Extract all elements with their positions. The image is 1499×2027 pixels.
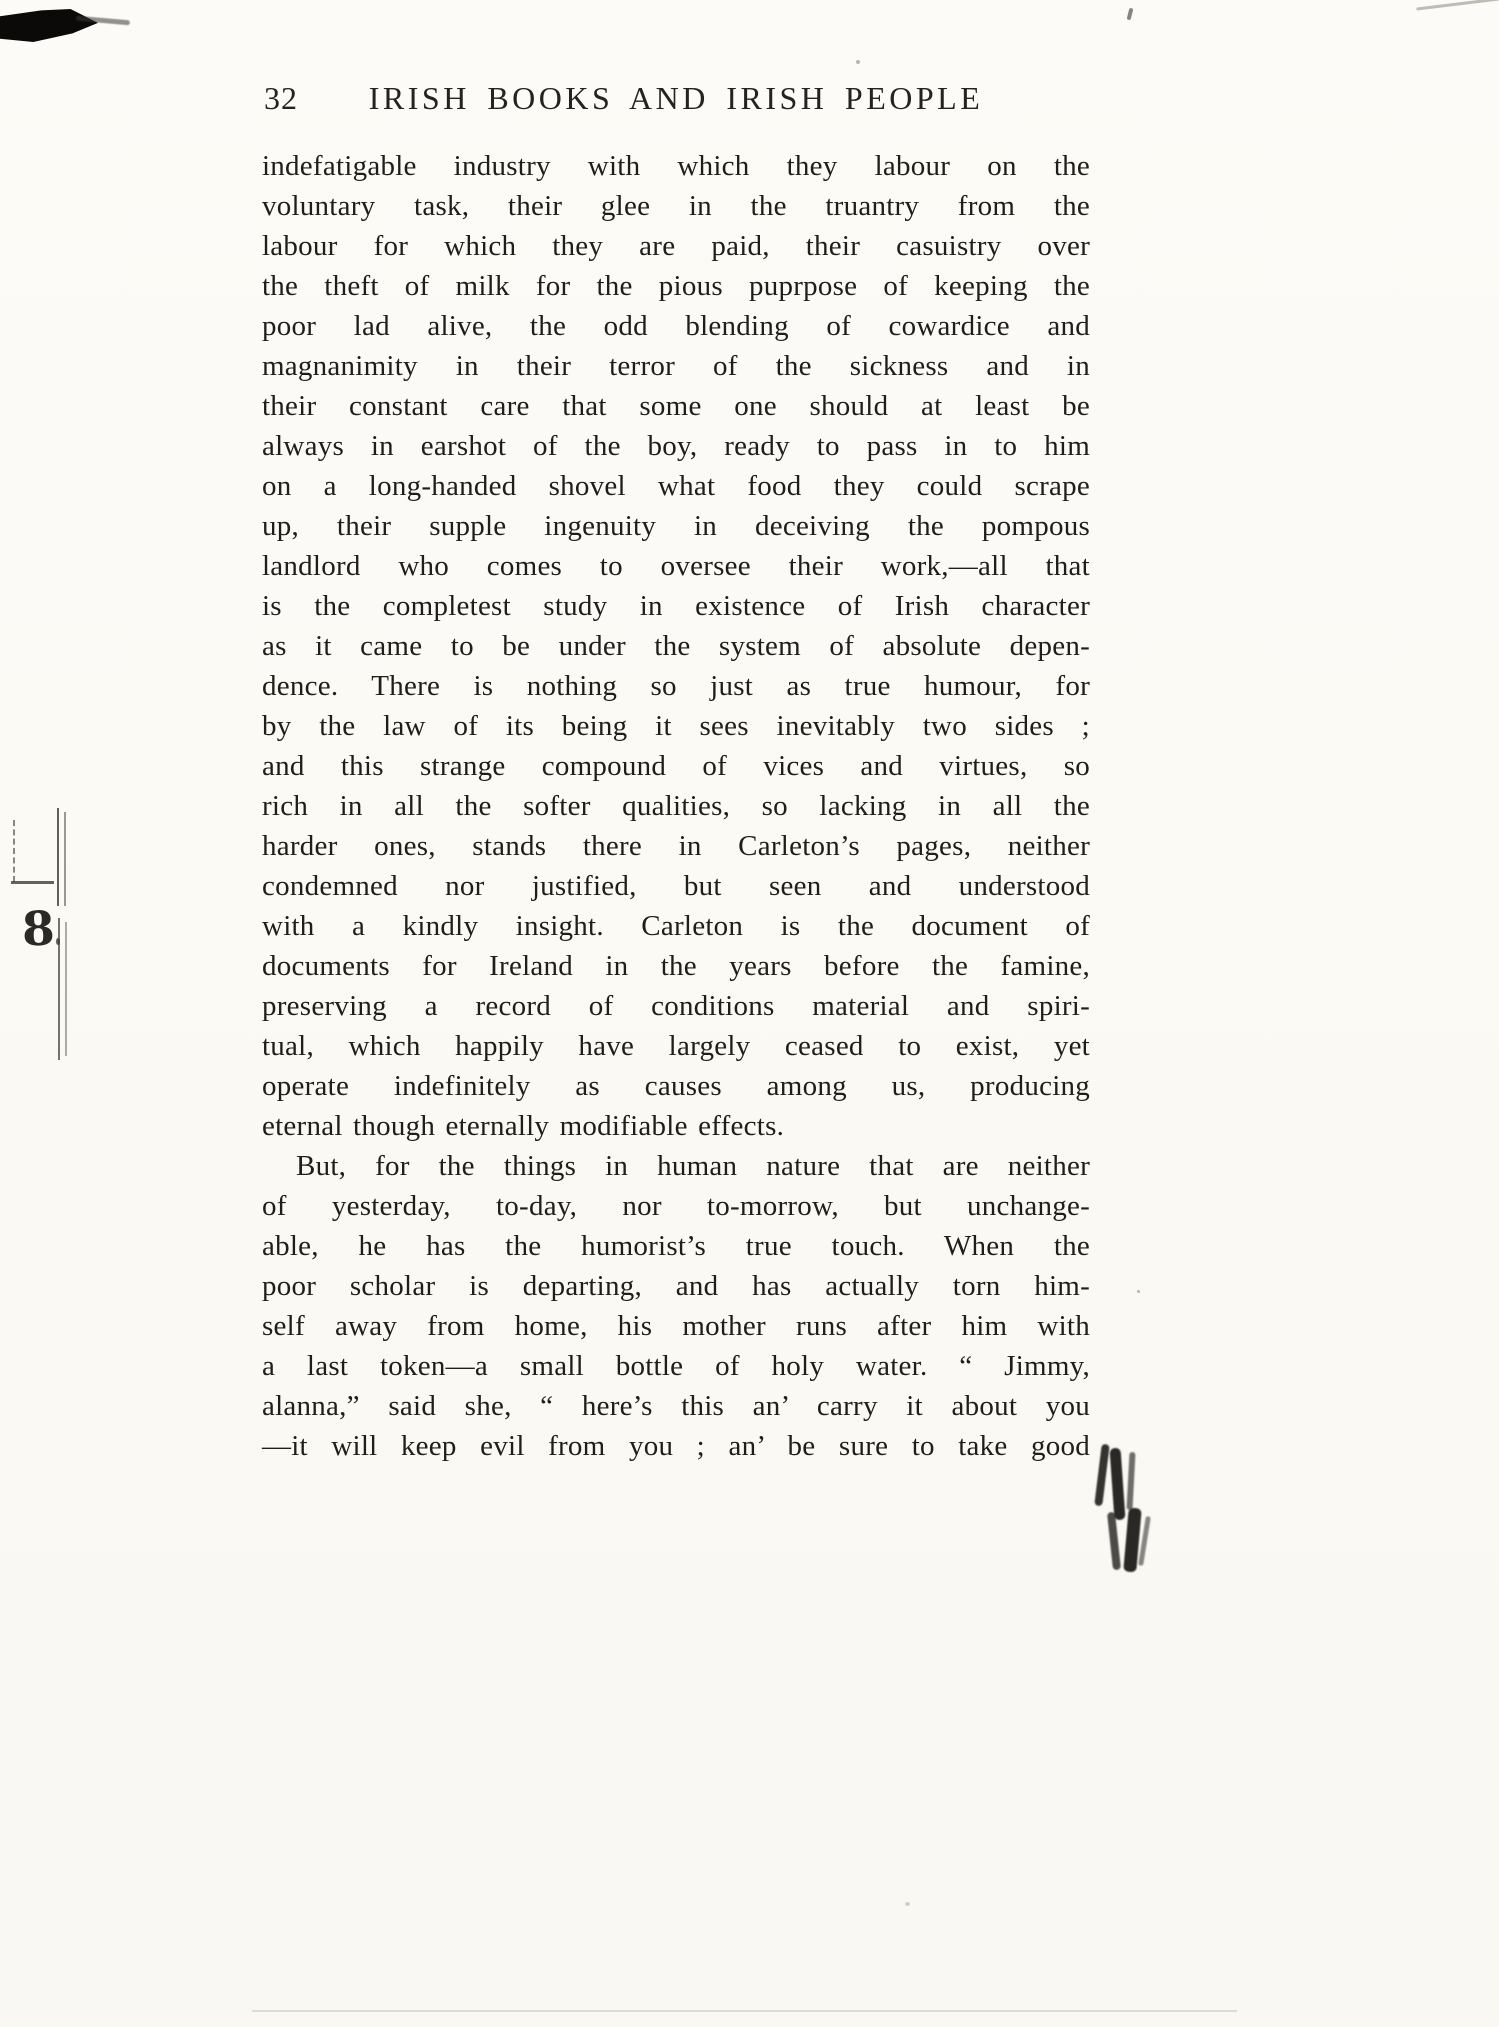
text-line: labour for which they are paid, their casuistry over [262,230,1090,262]
ink-streak-top-left [76,16,130,26]
paper-speck [905,1902,910,1906]
text-line: preserving a record of conditions material and spiri- [262,990,1090,1022]
text-line: up, their supple ingenuity in deceiving the pompous [262,510,1090,542]
text-line: the theft of milk for the pious puprpose of keeping the [262,270,1090,302]
paper-speck [856,60,860,64]
margin-pencil-vertical-line [65,922,67,1056]
text-line: tual, which happily have largely ceased to exist, yet [262,1030,1090,1062]
text-line: condemned nor justified, but seen and understood [262,870,1090,902]
text-line: of yesterday, to-day, nor to-morrow, but unchange- [262,1190,1090,1222]
text-line: indefatigable industry with which they labour on the [262,150,1090,182]
ink-smudge-bottom-right [1094,1444,1109,1507]
ink-smudge-bottom-right [1126,1452,1135,1510]
text-line: with a kindly insight. Carleton is the document of [262,910,1090,942]
paragraph [262,1146,1090,1466]
text-line: alanna,” said she, “ here’s this an’ carry it about you [262,1390,1090,1422]
margin-pencil-vertical-line [64,812,66,906]
text-line: documents for Ireland in the years before the famine, [262,950,1090,982]
paper-speck [1137,1290,1140,1293]
ink-blot-top-left [0,9,98,42]
margin-note-dot [56,938,60,945]
page-header [262,80,1090,124]
text-line: able, he has the humorist’s true touch. When the [262,1230,1090,1262]
text-line: voluntary task, their glee in the truantry from the [262,190,1090,222]
text-line: operate indefinitely as causes among us, producing [262,1070,1090,1102]
paragraph [262,146,1090,1146]
ink-smudge-bottom-right [1138,1516,1151,1566]
text-line: magnanimity in their terror of the sickness and in [262,350,1090,382]
scan-line-top-right-corner [1416,0,1499,11]
ink-smudge-bottom-right [1110,1448,1126,1521]
text-line: harder ones, stands there in Carleton’s pages, neither [262,830,1090,862]
text-line: a last token—a small bottle of holy water. “ Jimmy, [262,1350,1090,1382]
margin-pencil-dashed-line [13,820,15,882]
text-line: —it will keep evil from you ; an’ be sure to take good [262,1430,1090,1462]
text-line: But, for the things in human nature that are neither [296,1150,1090,1182]
text-line: self away from home, his mother runs after him with [262,1310,1090,1342]
text-line: always in earshot of the boy, ready to pass in to him [262,430,1090,462]
text-line: rich in all the softer qualities, so lacking in all the [262,790,1090,822]
text-line: on a long-handed shovel what food they could scrape [262,470,1090,502]
margin-pencil-vertical-line [57,808,59,906]
text-line: and this strange compound of vices and virtues, so [262,750,1090,782]
page-number: 32 [264,80,298,116]
running-title: IRISH BOOKS AND IRISH PEOPLE [368,80,984,116]
margin-pencil-vertical-line [58,918,60,1060]
text-line: poor scholar is departing, and has actually torn him- [262,1270,1090,1302]
text-line: their constant care that some one should at least be [262,390,1090,422]
scan-line-bottom [252,2010,1237,2012]
text-line: landlord who comes to oversee their work,—all that [262,550,1090,582]
text-line: poor lad alive, the odd blending of cowardice and [262,310,1090,342]
text-block [262,146,1090,1466]
text-line: by the law of its being it sees inevitably two sides ; [262,710,1090,742]
text-line: dence. There is nothing so just as true humour, for [262,670,1090,702]
handwritten-margin-note: 8 [21,901,56,958]
text-line: eternal though eternally modifiable effects. [262,1110,785,1142]
text-line: as it came to be under the system of absolute depen- [262,630,1090,662]
margin-pencil-horizontal-line [11,881,54,884]
scan-mark-top-right [1127,8,1134,21]
ink-smudge-bottom-right [1123,1508,1142,1573]
ink-smudge-bottom-right [1107,1512,1121,1571]
text-line: is the completest study in existence of Irish character [262,590,1090,622]
